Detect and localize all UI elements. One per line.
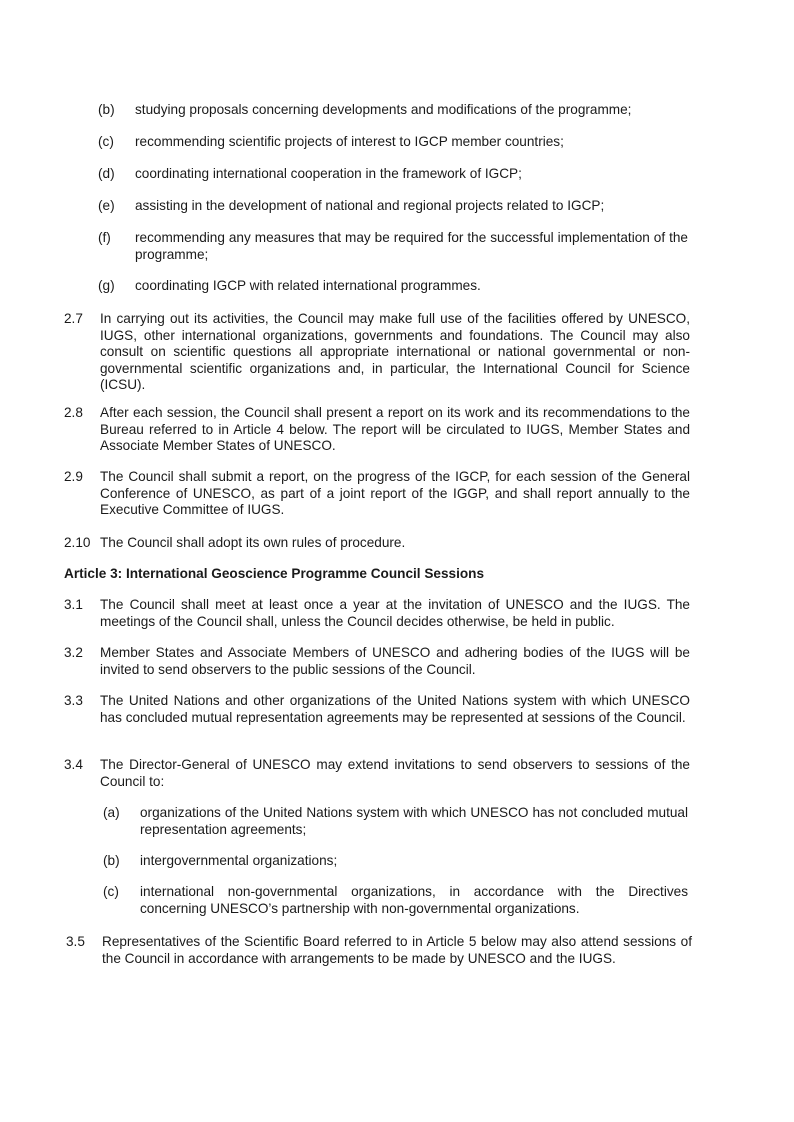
paragraph-text: The Council shall submit a report, on the progress of the IGCP, for each session of the General Conference of UNESCO, as part of a joint report of the IGGP, and shall report annually to the Executive Committee of IUGS. — [100, 469, 690, 518]
list-item-label: (e) — [98, 198, 115, 213]
list-item — [98, 198, 688, 215]
paragraph-3-2 — [64, 645, 690, 678]
paragraph-2-7 — [64, 311, 690, 394]
section-heading: Article 3: International Geoscience Programme Council Sessions — [64, 566, 485, 581]
list-item — [103, 884, 688, 917]
paragraph-3-1 — [64, 597, 690, 630]
paragraph-text: The Council shall meet at least once a year at the invitation of UNESCO and the IUGS. The meetings of the Council shall, unless the Council decides otherwise, be held in public. — [100, 597, 690, 629]
list-item-label: (c) — [98, 134, 114, 149]
list-item — [103, 853, 688, 870]
paragraph-number: 3.3 — [64, 693, 83, 708]
paragraph-number: 2.7 — [64, 311, 83, 326]
list-item-text: organizations of the United Nations system with which UNESCO has not concluded mutual representation agreements; — [140, 805, 688, 837]
paragraph-number: 2.9 — [64, 469, 83, 484]
paragraph-text: The United Nations and other organizations of the United Nations system with which UNESCO has concluded mutual representation agreements may be represented at sessions of the Council. — [100, 693, 690, 725]
paragraph-text: The Director-General of UNESCO may extend invitations to send observers to sessions of the Council to: — [100, 757, 690, 789]
paragraph-number: 3.2 — [64, 645, 83, 660]
paragraph-number: 3.5 — [66, 934, 85, 949]
paragraph-text: The Council shall adopt its own rules of procedure. — [100, 535, 406, 550]
paragraph-number: 2.8 — [64, 405, 83, 420]
list-item-label: (b) — [98, 102, 115, 117]
paragraph-2-10 — [64, 535, 690, 552]
list-item-text: coordinating international cooperation in the framework of IGCP; — [135, 166, 522, 181]
paragraph-2-9 — [64, 469, 690, 519]
list-item-label: (b) — [103, 853, 120, 868]
list-item-label: (d) — [98, 166, 115, 181]
list-item — [98, 166, 688, 183]
paragraph-number: 2.10 — [64, 535, 91, 550]
list-item-text: coordinating IGCP with related international programmes. — [135, 278, 481, 293]
list-item-label: (f) — [98, 230, 111, 245]
list-item-text: studying proposals concerning developments and modifications of the programme; — [135, 102, 632, 117]
list-item — [98, 278, 688, 295]
paragraph-2-8 — [64, 405, 690, 455]
paragraph-text: Member States and Associate Members of UNESCO and adhering bodies of the IUGS will be invited to send observers to the public sessions of the Council. — [100, 645, 690, 677]
list-item-text: international non-governmental organizations, in accordance with the Directives concerning UNESCO’s partnership with non-governmental organizations. — [140, 884, 688, 916]
list-item — [98, 102, 688, 119]
paragraph-number: 3.4 — [64, 757, 83, 772]
paragraph-number: 3.1 — [64, 597, 83, 612]
list-item-label: (g) — [98, 278, 115, 293]
list-item-label: (a) — [103, 805, 120, 820]
paragraph-3-5 — [66, 934, 692, 967]
paragraph-text: After each session, the Council shall present a report on its work and its recommendations to the Bureau referred to in Article 4 below. The report will be circulated to IUGS, Member States and Associate Member States of UNESCO. — [100, 405, 690, 454]
list-item-text: recommending any measures that may be required for the successful implementation of the programme; — [135, 230, 688, 262]
list-item — [98, 230, 688, 263]
list-item-text: assisting in the development of national and regional projects related to IGCP; — [135, 198, 605, 213]
list-item — [98, 134, 688, 151]
list-item-text: recommending scientific projects of interest to IGCP member countries; — [135, 134, 564, 149]
list-item — [103, 805, 688, 838]
paragraph-3-4 — [64, 757, 690, 790]
paragraph-3-3 — [64, 693, 690, 726]
paragraph-text: In carrying out its activities, the Council may make full use of the facilities offered by UNESCO, IUGS, other international organizations, governments and foundations. The Council may also consult on scientific questions all appropriate international or national governmental or non-governmental scientific organizations and, in particular, the International Council for Science (ICSU). — [100, 311, 690, 393]
list-item-label: (c) — [103, 884, 119, 899]
list-item-text: intergovernmental organizations; — [140, 853, 338, 868]
paragraph-text: Representatives of the Scientific Board referred to in Article 5 below may also attend sessions of the Council in accordance with arrangements to be made by UNESCO and the IUGS. — [102, 934, 692, 966]
